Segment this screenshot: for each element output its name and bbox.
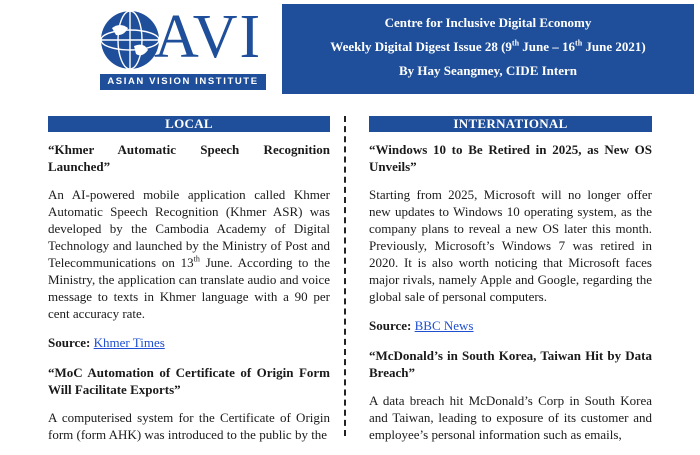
local-column [48,116,330,455]
author-line: By Hay Seangmey, CIDE Intern [398,63,578,78]
intl-article1-source [369,317,652,334]
intl-article2-body: A data breach hit McDonald’s Corp in South Korea and Taiwan, leading to exposure of its customer and employee’s personal information such as emails, [369,393,652,442]
logo-tagline: ASIAN VISION INSTITUTE [100,74,266,90]
issue-title-prefix: Weekly Digital Digest Issue 28 (9 [330,39,512,54]
source-label: Source: [48,335,91,350]
issue-date-suffix-2: th [575,38,583,48]
avi-logo [98,4,274,96]
khmer-times-link[interactable]: Khmer Times [93,335,165,350]
intl-article2-headline: “McDonald’s in South Korea, Taiwan Hit by Data Breach” [369,348,652,380]
local-article1-source [48,334,330,351]
local-section-header: LOCAL [48,116,330,132]
column-divider [344,116,346,436]
globe-icon [98,8,162,72]
bbc-news-link[interactable]: BBC News [414,318,474,333]
local-article1-body-post: June. According to the Ministry, the application can translate audio and voice message to texts in Khmer language with a 90 per cent accuracy rate. [48,255,330,321]
issue-title [282,35,694,59]
local-article1-body [48,186,330,322]
intl-article1-body: Starting from 2025, Microsoft will no longer offer new updates to Windows 10 operating system, as the company plans to reveal a new OS later this month. Previously, Microsoft’s Windows 7 was retired in 2020. It is also worth noticing that Microsoft faces major rivals, namely Apple and Google, regarding the global sale of personal computers. [369,187,652,304]
digest-header [282,4,694,94]
source-label: Source: [369,318,412,333]
intl-article1-headline: “Windows 10 to Be Retired in 2025, as New OS Unveils” [369,142,652,174]
issue-title-suffix: June 2021) [582,39,646,54]
local-article1-date-suffix: th [193,254,200,264]
local-article2-body: A computerised system for the Certificate of Origin form (form AHK) was introduced to the public by the [48,410,330,442]
centre-name: Centre for Inclusive Digital Economy [384,15,592,30]
international-section-header: INTERNATIONAL [369,116,652,132]
local-article2-headline: “MoC Automation of Certificate of Origin Form Will Facilitate Exports” [48,365,330,397]
issue-title-mid: June – 16 [519,39,576,54]
issue-date-suffix-1: th [511,38,520,48]
local-article1-body-pre: An AI-powered mobile application called Khmer Automatic Speech Recognition (Khmer ASR) was developed by the Cambodia Academy of Digital Technology and launched by the Ministry of Post and Telecommunications on 13 [48,187,330,270]
international-column [369,116,652,455]
logo-wordmark: AVI [154,3,263,71]
local-article1-headline: “Khmer Automatic Speech Recognition Launched” [48,142,330,174]
